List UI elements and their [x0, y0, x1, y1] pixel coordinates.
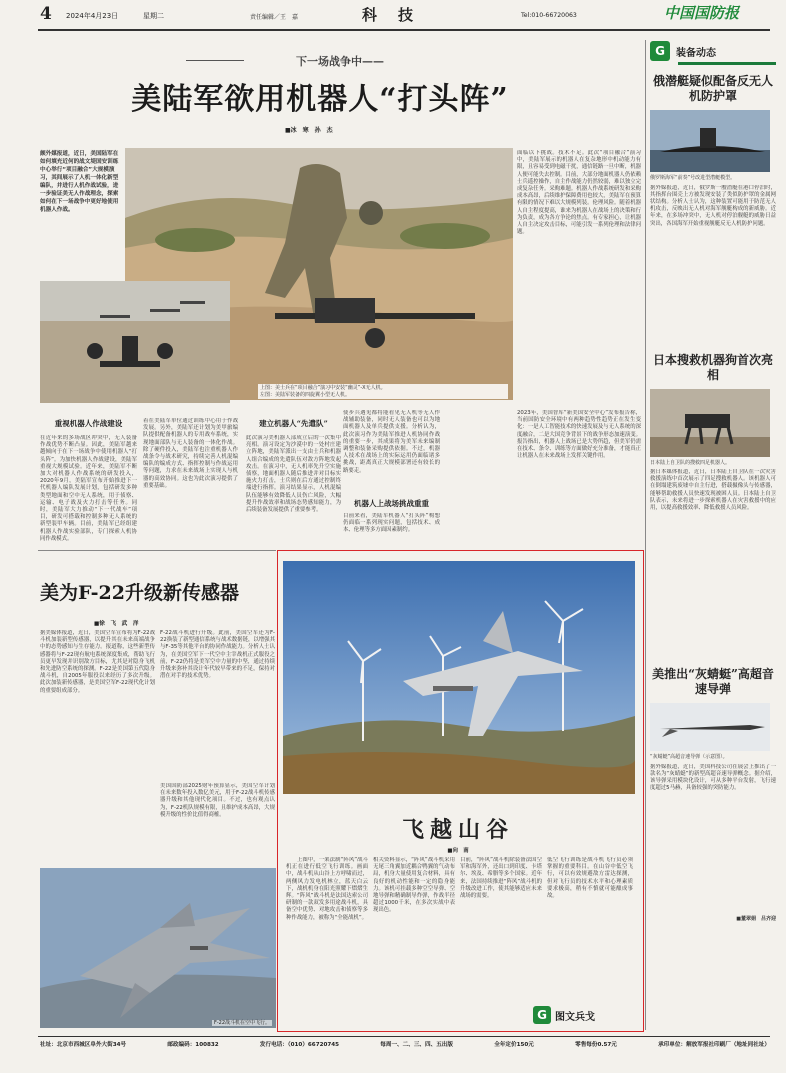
feature-headline: 飞越山谷 [401, 817, 514, 843]
sidebar-item-submarine-caption: 俄罗斯海军“前奏”号改进型潜艇模型。 [650, 175, 736, 181]
kicker: 下一场战争中—— [296, 55, 384, 68]
feature-col4: 低空飞行训练是战斗机飞行员必须掌握的重要科目。在山谷中低空飞行，可以有效规避敌方雷达探测，但对飞行员的技术水平和心理素质要求极高，稍有不慎就可能酿成事故。 [547, 857, 633, 900]
footer-rule [38, 1036, 770, 1037]
col4-text: 使步兵遇见都将能看见无人机等无人作战辅助装备，同时无人装备也可以为地面机器人及单兵提供支援。分析认为，此次演习作为美陆军推进人机协同作战的重要一步，其成果将为美军未来编制调整和装备采购提供依据。不过，机器人技术在战场上的实际运用仍面临诸多挑战，距离真正大规模部署还有较长的路要走。 [343, 410, 440, 474]
robodog-photo [650, 389, 770, 457]
headline: 美陆军欲用机器人“打头阵” [131, 82, 509, 117]
footer [40, 1040, 770, 1052]
sidebar-rule [678, 62, 776, 65]
feature-brand-label: 图文兵戈 [555, 1011, 595, 1023]
sidebar-item-submarine-headline: 俄潜艇疑似配备反无人机防护罩 [652, 74, 773, 103]
issue-weekday: 星期二 [143, 12, 164, 20]
sidebar-item-missile [650, 667, 776, 922]
footer-postcode: 邮政编码：100832 [167, 1042, 219, 1048]
col3-text: 此次演习美机器人部成立后的一次集中亮相。演习设定为沙漠中的一处村庄建立阵地，美陆军派出一支由士兵和机器人组合编成的先遣队伍对敌方阵地发起攻击。在演习中，无人机率先升空实施侦察，地面机器人随后推进并对目标实施火力打击，士兵则在后方通过控制终端进行指挥。演习结果显示，人机混编队伍能够有效降低人员伤亡风险，大幅提升作战效率和战场态势感知能力，为后续装备发展提供了重要参考。 [246, 435, 341, 514]
col5-text: 面临以下挑战。技术不足。此次“项目融合”演习中，美陆军展示的机器人在复杂地形中机动能力有限，且容易受到电磁干扰，通信链路一旦中断，机器人便可能失去控制。目前，大部分地面机器人仍依赖士兵遥控操作，自主作战能力仍然较弱，难以独立完成复杂任务。采购难题。机器人作战系统研发和采购成本高昂，后续维护保障费用也较大，美陆军在预算有限的情况下难以大规模列装。伦理风险。随着机器人自主程度提高，谁来为机器人在战场上的决策和行为负责，成为各方争论的焦点。有专家担心，让机器人自主决定攻击目标，可能引发一系列伦理和法律问题。 [517, 150, 641, 236]
page-header [0, 0, 786, 30]
sidebar-item-missile-headline: 美推出“灰蜻蜓”高超音速导弹 [652, 667, 774, 696]
sidebar-item-missile-body: 据外媒报道，近日，美国科技公司在展会上推出了一款名为“灰蜻蜓”的新型高超音速导弹概念。据介绍，该导弹采用模块化设计，可从多种平台发射，飞行速度超过5马赫，具备较强的突防能力。 [650, 763, 776, 792]
f22-col3: 美国国防部2025财年预算显示，美国空军计划在未来数年投入数亿美元，用于F-22战斗机传感器升级和其他现代化项目。不过，也有观点认为，F-22机队规模有限，且维护成本高昂，大规模升级的性价比值得商榷。 [160, 783, 275, 818]
sidebar-item-missile-caption: “灰蜻蜓”高超音速导弹（示意图）。 [650, 754, 728, 760]
sidebar-author: ■董翠娟 吕齐迎 [736, 915, 776, 922]
feature-col2: 相关资料显示，“阵风”战斗机采用无尾三角翼加近耦合鸭翼的气动布局，机身大量使用复合材料，具有良好的机动性能和一定的隐身能力。该机可挂载多种空空导弹、空地导弹和精确制导炸弹，作战半径超过1000千米，在多次实战中表现出色。 [373, 857, 455, 914]
col4 [343, 410, 440, 550]
feature-col1: 上图中，一架法制“阵风”战斗机正在进行低空飞行训练。画面中，战斗机从山谷上方呼啸而过，两侧风力发电机林立，蓝天白云下，战机机身在阳光照耀下熠熠生辉。“阵风”战斗机是法国达索公司研制的一款双发多用途战斗机，具备空中优势、对地攻击和侦察等多种作战能力，被称为“全能战机”。 [286, 857, 368, 921]
sub-heading-1: 重视机器人作战建设 [54, 419, 123, 428]
lede-box [40, 150, 120, 260]
sidebar-item-submarine-body: 据外媒报道，近日，俄罗斯一艘潜艇在港口停泊时，其指挥台围壳上方被发现安装了类似防护罩的金属网状结构。分析人士认为，这种装置可能用于防范无人机攻击，反映出无人机对海军舰艇构成的新威胁。近年来，在多场冲突中，无人机对停泊舰艇的威胁日益突出，各国海军开始重视舰艇反无人机防护问题。 [650, 184, 776, 227]
column-divider [645, 40, 646, 1030]
feature-box [277, 550, 644, 1032]
sub-heading-2: 建立机器人“先遣队” [259, 419, 328, 428]
sidebar-item-robodog-headline: 日本搜救机器狗首次亮相 [652, 352, 773, 382]
lede-text: 颇外媒报道，近日，美国陆军在如何填充近何的战文堤国安训练中心举行“项目融合”大规模演习，其间展示了人机一体化新型编队，并进行人机作战试验，进一步验证美无人作战理念，探索如何在下一场战争中更好地使用机器人作战。 [40, 151, 119, 213]
footer-phone: 发行电话：（010）66720745 [259, 1042, 340, 1048]
footer-printer: 承印单位：解放军报社印刷厂（地址同社址） [658, 1042, 770, 1048]
col1 [40, 410, 137, 550]
sidebar [650, 40, 776, 1030]
kicker-rule [186, 60, 244, 61]
feature-brand-badge [533, 1004, 628, 1026]
f22-photo-caption: F-22战斗机在空中飞行。 [213, 1019, 270, 1026]
sidebar-item-robodog [650, 353, 776, 660]
sub-heading-3: 机器人上战场挑战重重 [354, 499, 429, 508]
rafale-photo [283, 561, 635, 794]
sidebar-title: 装备动态 [676, 47, 716, 59]
section-divider [38, 550, 276, 551]
f22-photo [40, 868, 276, 1028]
section-tel: Tel:010-66720063 [521, 12, 577, 19]
sidebar-header [650, 40, 776, 62]
f22-col1: 据美媒体报道，近日，美国空军宣布将为F-22战斗机加装新型传感器，以提升其在未来高端战争中的态势感知与生存能力。报道称，这些新型传感器将与F-22现有航电系统深度集成，帮助飞行员更早发现并识别敌方目标，尤其是对隐身飞机和先进防空系统的探测。F-22是美国第五代隐身战斗机，自2005年服役以来经历了多次升级。此次加装新传感器，是美国空军F-22现代化计划的重要组成部分。 [40, 630, 155, 694]
footer-price-issue: 零售每份0.57元 [575, 1042, 617, 1048]
section-title: 科 技 [362, 6, 417, 24]
f22-headline: 美为F-22升级新传感器 [40, 582, 239, 604]
byline: ■冰 寒 孙 杰 [285, 127, 333, 134]
photo-caption-2: 左图：美陆军装备的四旋翼小型无人机。 [260, 391, 351, 398]
footer-price-year: 全年定价150元 [494, 1042, 534, 1048]
submarine-photo [650, 110, 770, 172]
brand-logo-icon: G [533, 1006, 551, 1024]
editor-credit: 责任编辑／王 嘉 [250, 14, 299, 21]
sidebar-item-submarine [650, 74, 776, 345]
photo-caption-1: 上图：美士兵在“项目融合”演习中安装“幽灵”-X无人机。 [260, 385, 386, 391]
sidebar-item-robodog-caption: 日本陆上自卫队的搜救四足机器人。 [650, 459, 731, 466]
photo-captions [258, 384, 508, 399]
footer-schedule: 每周一、二、三、四、五出版 [380, 1042, 453, 1048]
footer-address: 社址：北京市西城区阜外大街34号 [40, 1042, 127, 1048]
f22-col2: F-22战斗机进行升级。此前，美国空军还为F-22换装了新型通信系统与战术数据链，以增强其与F-35等其他平台的协同作战能力。分析人士认为，在美国空军下一代空中主宰战机正式服役之前，F-22仍将是美军空中力量的中坚，通过持续升级来弥补其设计年代较早带来的不足，保持对潜在对手的技术优势。 [160, 630, 275, 680]
col1-text: 在近年来的多场战区冲突中，无人装备作战优势不断凸显。因此，美陆军越来越倾向于在下一场战争中使用机器人“打头阵”。为加快机器人作战建设，美陆军重视大规模试验。近年来，美陆军不断加大对机器人作战系统的研发投入，2020年9月，美陆军宣布开始推进下一代机器人编队发展计划，包括研发多种类型地面和空中无人系统，用于侦察、运输、电子战及火力打击等任务。同时，美陆军大力推动“下一代战车”项目，研发可搭载和控制多种无人系统的新型装甲车辆。目前，美陆军已经组建机器人作战实验部队，专门探索人机协同作战模式。 [40, 435, 137, 542]
masthead-logo: 中国国防报 [664, 4, 740, 22]
sidebar-logo-icon: G [650, 41, 670, 61]
feature-col3: 目前，“阵风”战斗机除装备法国空军和海军外，还出口到印度、卡塔尔、埃及、希腊等多个国家。近年来，法国持续推进“阵风”战斗机的升级改进工作，使其能够适应未来战场的需要。 [460, 857, 542, 900]
sidebar-item-robodog-body: 据日本媒体报道，近日，日本陆上自卫队在一次灾害救援演练中首次展示了四足搜救机器人。该机器人可在倒塌建筑废墟中自主行进，搭载摄像头与传感器，能够帮助救援人员快速发现被困人员。日本陆上自卫队表示，未来将进一步探索机器人在灾害救援中的应用，以提高救援效率、降低救援人员风险。 [650, 469, 776, 512]
issue-date: 2024年4月23日 [66, 12, 119, 20]
page-number: 4 [40, 4, 52, 24]
missile-photo [650, 703, 770, 751]
col6-text: 2023年，美国智库“新美国安全中心”发布报告称，当前国防安全环境中有两种趋势性趋势正在发生变化：一是人工智能技术的快速发展及与无人系统的深度融合，二是大国竞争背景下的战争形态加速演变。报告指出，机器人上战场已是大势所趋，但美军仍需在技术、条令、训练等方面做好充分准备，才能真正让机器人在未来战场上发挥关键作用。 [517, 410, 641, 460]
feature-byline: ■向 南 [447, 848, 469, 854]
header-rule [38, 29, 770, 31]
f22-byline: ■徐 飞 武 洋 [94, 621, 139, 627]
col3 [246, 410, 341, 550]
col2-text: 着在美陆军单位通过训练中心用于作战发展。另外，美陆军还计划为美甲旅编队提供配备机器人的专用战车系统，实现地面部队与无人装备的一体化作战。除了硬件投入，美陆军也注重机器人作战条令与战术研究，持续完善人机混编编队的编成方式、指挥控制与作战运用等问题，力求在未来战场上实现人与机器的高效协同。这也为此次演习提供了重要基础。 [143, 418, 238, 489]
col4b-text: 目前来看，美陆军机器人“打头阵”构想仍面临一系列现实问题，包括技术、成本、伦理等多方面因素制约。 [343, 513, 440, 534]
drone-inset-photo [40, 281, 230, 403]
